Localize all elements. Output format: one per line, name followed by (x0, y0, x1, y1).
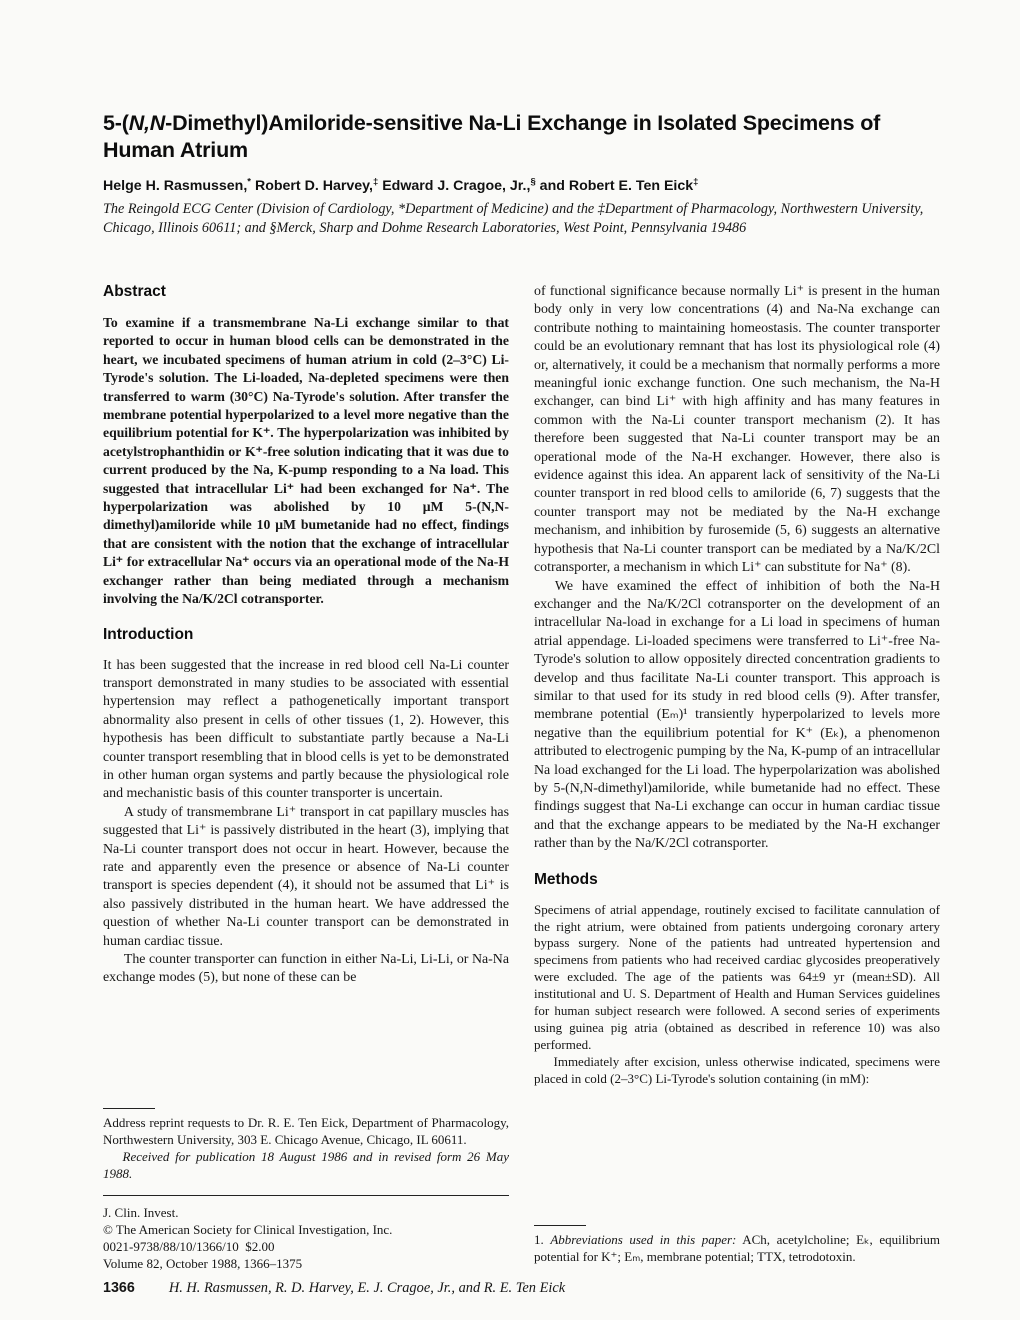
title-italic-text: N,N (128, 111, 166, 135)
introduction-continued-paragraph: of functional significance because normally Li⁺ is present in the human body only in very low concentrations (4) and Na-Na exchange can contribute nothing to maintaining homeostasis. The counter transporter could be an evolutionary remnant that has lost its physiological role (4) or, alternatively, it could be a mechanism that normally performs a more meaningful ionic exchange function. One such mechanism, the Na-H exchanger, can bind Li⁺ with high affinity and has many features in common with the Na-Li counter transport mechanism (2). It has therefore been suggested that Na-Li counter transport may be an operational mode of the Na-H exchanger. However, there also is evidence against this idea. An apparent lack of sensitivity of the Na-Li counter transport in red blood cells to amiloride (6, 7) suggests that the counter transport may not be mediated by the Na-H exchange mechanism, and inhibition by furosemide (5, 6) suggests an alternative hypothesis that Na-Li counter transport can be mediated by a Na/K/2Cl cotransporter, a mechanism in which Li⁺ can substitute for Na⁺ (8). (534, 284, 940, 576)
introduction-paragraph-1: It has been suggested that the increase in red blood cell Na-Li counter transport demonstrated in many studies to be associated with essential hypertension may reflect a pathogenetically important transport abnormality also present in cells of other tissues (1, 2). However, this hypothesis has been difficult to substantiate partly because a Na-Li counter transport resembling that in blood cells is yet to be demonstrated in other human organ systems and partly because the physiological role and mechanistic basis of this counter transporter is uncertain. (103, 657, 509, 802)
imprint-separator-rule (103, 1195, 509, 1196)
page-footer (103, 1277, 941, 1297)
author-name: Edward J. Cragoe, Jr., (378, 178, 531, 194)
right-column (534, 283, 940, 1318)
article-header (103, 110, 940, 237)
abbreviations-footnote (534, 1232, 940, 1266)
methods-paragraph-1: Specimens of atrial appendage, routinely excised to facilitate cannulation of the right atrium, were obtained from patients undergoing coronary artery bypass surgery. None of the patients had untreated hypertension and specimens from patients who had received cardiac glycosides preoperatively were excluded. The age of the patients was 64±9 yr (mean±SD). All institutional and U. S. Department of Health and Human Services guidelines for human subject research were followed. A second series of experiments using guinea pig atria (obtained as described in reference 10) was also performed. (534, 901, 940, 1052)
methods-paragraph-2: Immediately after excision, unless otherwise indicated, specimens were placed in cold (2–3°C) Li-Tyrode's solution containing (in mM): (534, 1053, 940, 1086)
introduction-paragraph-3: The counter transporter can function in either Na-Li, Li-Li, or Na-Na exchange modes (5), but none of these can be (103, 952, 509, 986)
author-affiliation-mark: ‡ (693, 176, 699, 188)
footnote-number: 1. (534, 1232, 551, 1248)
introduction-heading: Introduction (103, 625, 194, 643)
page-number: 1366 (103, 1280, 135, 1296)
abbreviations-footnote-block (534, 1225, 940, 1318)
abstract-paragraph: To examine if a transmembrane Na-Li exchange similar to that reported to occur in human blood cells can be demonstrated in the heart, we incubated specimens of human atrium in cold (2–3°C) Li-Tyrode's solution. The Li-loaded, Na-depleted specimens were then transferred to warm (30°C) Na-Tyrode's solution. After transfer the membrane potential hyperpolarized to a level more negative than the equilibrium potential for K⁺. The hyperpolarization was inhibited by acetylstrophanthidin or K⁺-free solution indicating that it was due to current produced by the Na, K-pump responding to a Na load. This suggested that intracellular Li⁺ had been exchanged for Na⁺. The hyperpolarization was abolished by 10 μM 5-(N,N-dimethyl)amiloride while 10 μM bumetanide had no effect, findings that are consistent with the notion that the exchange of intracellular Li⁺ for extracellular Na⁺ occurs via an operational mode of the Na-H exchanger rather than being mediated through a mechanism involving the Na/K/2Cl cotransporter. (103, 315, 509, 607)
abbreviations-separator-rule (534, 1225, 586, 1226)
author-name: Helge H. Rasmussen, (103, 178, 248, 194)
volume-line: Volume 82, October 1988, 1366–1375 (103, 1256, 303, 1271)
journal-imprint (103, 1204, 509, 1272)
reprint-request-footnote: Address reprint requests to Dr. R. E. Ten Eick, Department of Pharmacology, Northwestern University, 303 E. Chicago Avenue, Chicago, IL 60611. (103, 1115, 509, 1148)
author-name: and Robert E. Ten Eick (535, 178, 694, 194)
affiliation-line: The Reingold ECG Center (Division of Cardiology, *Department of Medicine) and the ‡Department of Pharmacology, Northwestern University, Chicago, Illinois 60611; and §Merck, Sharp and Dohme Research Laboratories, West Point, Pennsylvania 19486 (103, 201, 924, 236)
copyright-line: © The American Society for Clinical Investigation, Inc. (103, 1222, 393, 1237)
author-affiliation-mark: § (530, 176, 536, 188)
authors-line (103, 177, 940, 195)
title-text: 5-( (103, 111, 129, 135)
abstract-heading: Abstract (103, 283, 166, 300)
author-name: Robert D. Harvey, (251, 178, 373, 194)
methods-heading: Methods (534, 870, 598, 888)
footnote-italic-lead: Abbreviations used in this paper: (550, 1232, 737, 1248)
received-date-footnote: Received for publication 18 August 1986 and in revised form 26 May 1988. (103, 1149, 509, 1182)
title-text-rest: -Dimethyl)Amiloride-sensitive Na-Li Exchange in Isolated Specimens of Human Atrium (103, 111, 881, 162)
introduction-paragraph-2: A study of transmembrane Li⁺ transport in cat papillary muscles has suggested that Li⁺ is passively distributed in the heart (3), implying that Na-Li counter transport does not occur in heart. However, because the rate and apparently even the presence or absence of Na-Li counter transport is species dependent (4), it should not be assumed that Li⁺ is also passively distributed in the human heart. We have addressed the question of whether Na-Li counter transport can be demonstrated in human cardiac tissue. (103, 804, 509, 949)
author-affiliation-mark: * (247, 176, 251, 188)
issn-price-line: 0021-9738/88/10/1366/10 $2.00 (103, 1239, 275, 1254)
footnote-text: ACh, acetylcholine; Eₖ, equilibrium potential for K⁺; Eₘ, membrane potential; TTX, tetrodotoxin. (534, 1232, 941, 1265)
introduction-paragraph-4: We have examined the effect of inhibition of both the Na-H exchanger and the Na/K/2Cl cotransporter on the development of an intracellular Na-load in exchange for a Li load in specimens of human atrial appendage. Li-loaded specimens were transferred to Li⁺-free Na-Tyrode's solution to allow oppositely directed concentration gradients to develop and thus facilitate Na-Li counter transport. This approach is similar to that used for its study in red blood cells (9). After transfer, membrane potential (Eₘ)¹ transiently hyperpolarized to levels more negative than the equilibrium potential for K⁺ (Eₖ), a phenomenon attributed to electrogenic pumping by the Na, K-pump of an intracellular Na load exchanged for the Li load. The hyperpolarization was abolished by 5-(N,N-dimethyl)amiloride, while bumetanide had no effect. These findings suggest that Na-Li exchange can occur in human cardiac tissue and that the exchange appears to be mediated by the Na-H exchanger rather than by the Na/K/2Cl cotransporter. (534, 578, 940, 852)
two-column-body (103, 283, 940, 1318)
article-title (103, 110, 940, 164)
journal-name: J. Clin. Invest. (103, 1205, 179, 1220)
author-affiliation-mark: ‡ (372, 176, 379, 188)
left-column (103, 283, 509, 1318)
running-authors: H. H. Rasmussen, R. D. Harvey, E. J. Cragoe, Jr., and R. E. Ten Eick (168, 1280, 566, 1296)
footnote-separator-rule (103, 1108, 155, 1109)
